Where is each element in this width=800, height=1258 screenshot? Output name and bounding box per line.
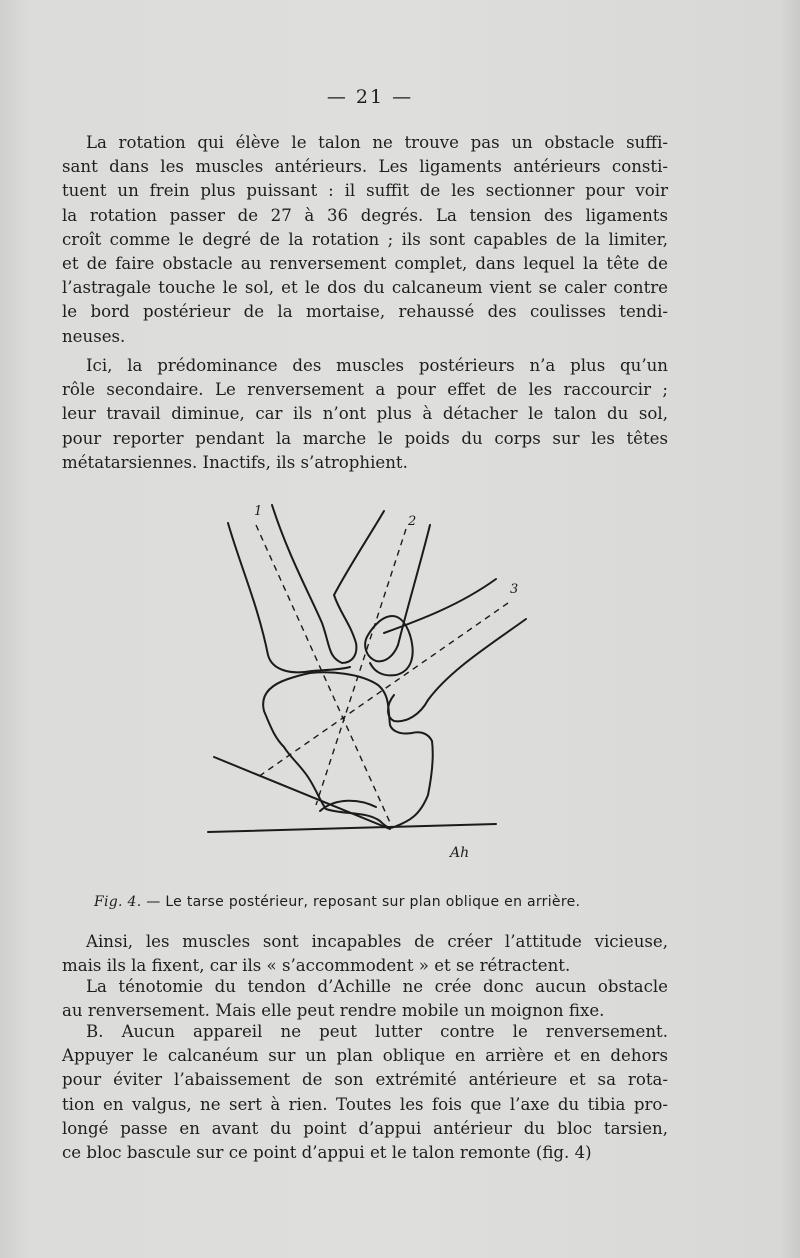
text-line: la rotation passer de 27 à 36 degrés. La tension des ligaments xyxy=(62,205,668,225)
text-line: mais ils la fixent, car ils « s’accommodent » et se rétractent. xyxy=(62,956,571,976)
text-line: La ténotomie du tendon d’Achille ne crée donc aucun obstacle xyxy=(86,977,668,996)
figure-caption-label: Fig. 4. xyxy=(94,894,142,910)
bone-3-outline-b xyxy=(388,619,526,721)
text-line: l’astragale touche le sol, et le dos du calcaneum vient se caler contre xyxy=(62,278,668,298)
figure-caption-text: — Le tarse postérieur, reposant sur plan oblique en arrière. xyxy=(141,894,581,910)
text-line: au renversement. Mais elle peut rendre mobile un moignon fixe. xyxy=(62,1001,605,1021)
axis-label-1: 1 xyxy=(254,504,263,519)
text-line: Appuyer le calcanéum sur un plan oblique en arrière et en dehors xyxy=(62,1046,668,1066)
paragraph-1 xyxy=(62,131,668,349)
ground-line xyxy=(208,824,496,832)
tarsus-diagram xyxy=(200,495,530,885)
bone-2-outline xyxy=(365,525,430,661)
text-line: pour éviter l’abaissement de son extrémité antérieure et sa rota- xyxy=(62,1070,668,1090)
text-line: Ici, la prédominance des muscles postérieurs n’a plus qu’un xyxy=(86,356,668,375)
paragraph-2 xyxy=(62,354,668,475)
text-line: rôle secondaire. Le renversement a pour effet de les raccourcir ; xyxy=(62,380,668,400)
text-line: tuent un frein plus puissant : il suffit de les sectionner pour voir xyxy=(62,181,668,201)
text-line: neuses. xyxy=(62,326,126,346)
text-line: ce bloc bascule sur ce point d’appui et le talon remonte (fig. 4) xyxy=(62,1143,592,1163)
text-line: tion en valgus, ne sert à rien. Toutes les fois que l’axe du tibia pro- xyxy=(62,1094,668,1114)
text-line: leur travail diminue, car ils n’ont plus à détacher le talon du sol, xyxy=(62,404,668,424)
paragraph-5 xyxy=(62,1020,668,1165)
artist-signature: Ah xyxy=(450,845,470,861)
calcaneus-outline xyxy=(263,672,433,827)
text-line: Ainsi, les muscles sont incapables de créer l’attitude vicieuse, xyxy=(86,932,668,951)
text-line: croît comme le degré de la rotation ; ils sont capables de la limiter, xyxy=(62,229,668,249)
text-line: le bord postérieur de la mortaise, rehaussé des coulisses tendi- xyxy=(62,302,668,322)
text-line: et de faire obstacle au renversement complet, dans lequel la tête de xyxy=(62,254,668,274)
axis-label-2: 2 xyxy=(408,514,417,529)
text-line: sant dans les muscles antérieurs. Les ligaments antérieurs consti- xyxy=(62,157,668,177)
text-line: La rotation qui élève le talon ne trouve pas un obstacle suffi- xyxy=(86,133,668,152)
page-number: — 21 — xyxy=(326,86,414,108)
paragraph-4 xyxy=(62,975,668,1023)
axis-label-3: 3 xyxy=(510,582,519,597)
text-line: longé passe en avant du point d’appui antérieur du bloc tarsien, xyxy=(62,1118,668,1138)
paragraph-3 xyxy=(62,930,668,978)
axis-2-dashed xyxy=(316,529,406,805)
text-line: pour reporter pendant la marche le poids du corps sur les têtes xyxy=(62,428,668,448)
bone-1-inner xyxy=(272,505,384,663)
text-line: B. Aucun appareil ne peut lutter contre le renversement. xyxy=(86,1022,668,1041)
bone-3-outline xyxy=(384,579,496,633)
figure-caption xyxy=(94,894,654,910)
text-line: métatarsiennes. Inactifs, ils s’atrophient. xyxy=(62,452,408,472)
